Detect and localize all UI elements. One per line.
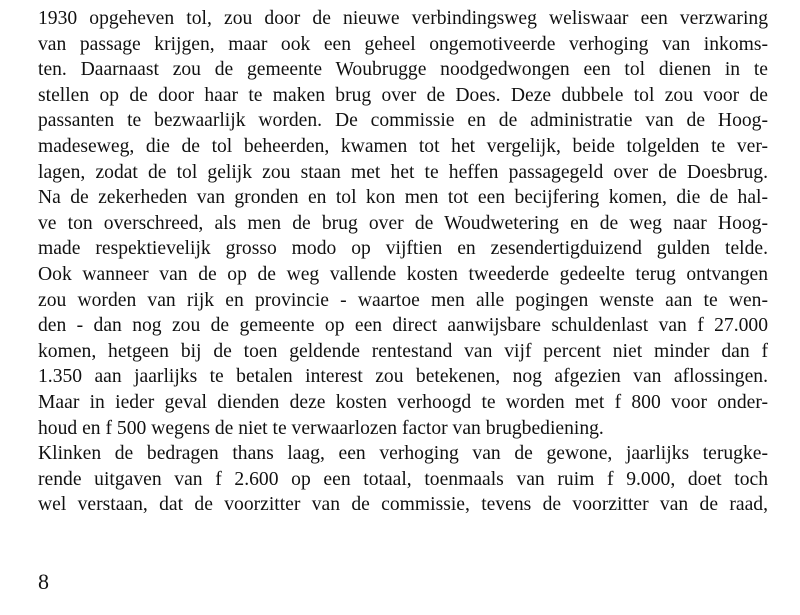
text-line: van passage krijgen, maar ook een geheel ongemotiveerde verhoging van inkoms- — [38, 33, 768, 55]
text-line: rende uitgaven van f 2.600 op een totaal, toenmaals van ruim f 9.000, doet toch — [38, 468, 768, 490]
text-line: ve ton overschreed, als men de brug over de Woudwetering en de weg naar Hoog- — [38, 212, 768, 234]
page-number: 8 — [38, 569, 49, 594]
body-text — [38, 6, 768, 518]
text-line: zou worden van rijk en provincie - waartoe men alle pogingen wenste aan te wen- — [38, 289, 768, 311]
text-line: 1930 opgeheven tol, zou door de nieuwe verbindingsweg weliswaar een verzwaring — [38, 8, 768, 29]
text-line: made respektievelijk grosso modo op vijftien en zesendertigduizend gulden telde. — [38, 238, 768, 260]
text-line: lagen, zodat de tol gelijk zou staan met het te heffen passagegeld over de Doesbrug. — [38, 161, 768, 183]
text-line: houd en f 500 wegens de niet te verwaarlozen factor van brugbediening. — [38, 417, 604, 439]
text-line: Maar in ieder geval dienden deze kosten verhoogd te worden met f 800 voor onder- — [38, 391, 768, 413]
text-line: den - dan nog zou de gemeente op een direct aanwijsbare schuldenlast van f 27.000 — [38, 315, 768, 337]
text-line: komen, hetgeen bij de toen geldende rentestand van vijf percent niet minder dan f — [38, 340, 768, 362]
text-line: madeseweg, die de tol beheerden, kwamen tot het vergelijk, beide tolgelden te ver- — [38, 135, 768, 157]
text-line: 1.350 aan jaarlijks te betalen interest zou betekenen, nog afgezien van aflossingen. — [38, 366, 768, 388]
text-line: Klinken de bedragen thans laag, een verhoging van de gewone, jaarlijks terugke- — [38, 443, 768, 465]
text-line: Ook wanneer van de op de weg vallende kosten tweederde gedeelte terug ontvangen — [38, 263, 768, 285]
text-line: wel verstaan, dat de voorzitter van de commissie, tevens de voorzitter van de raad, — [38, 494, 768, 516]
text-line: ten. Daarnaast zou de gemeente Woubrugge noodgedwongen een tol dienen in te — [38, 59, 768, 81]
text-line: stellen op de door haar te maken brug over de Does. Deze dubbele tol zou voor de — [38, 84, 768, 106]
text-line: Na de zekerheden van gronden en tol kon men tot een becijfering komen, die de hal- — [38, 187, 768, 209]
text-line: passanten te bezwaarlijk worden. De commissie en de administratie van de Hoog- — [38, 110, 768, 132]
